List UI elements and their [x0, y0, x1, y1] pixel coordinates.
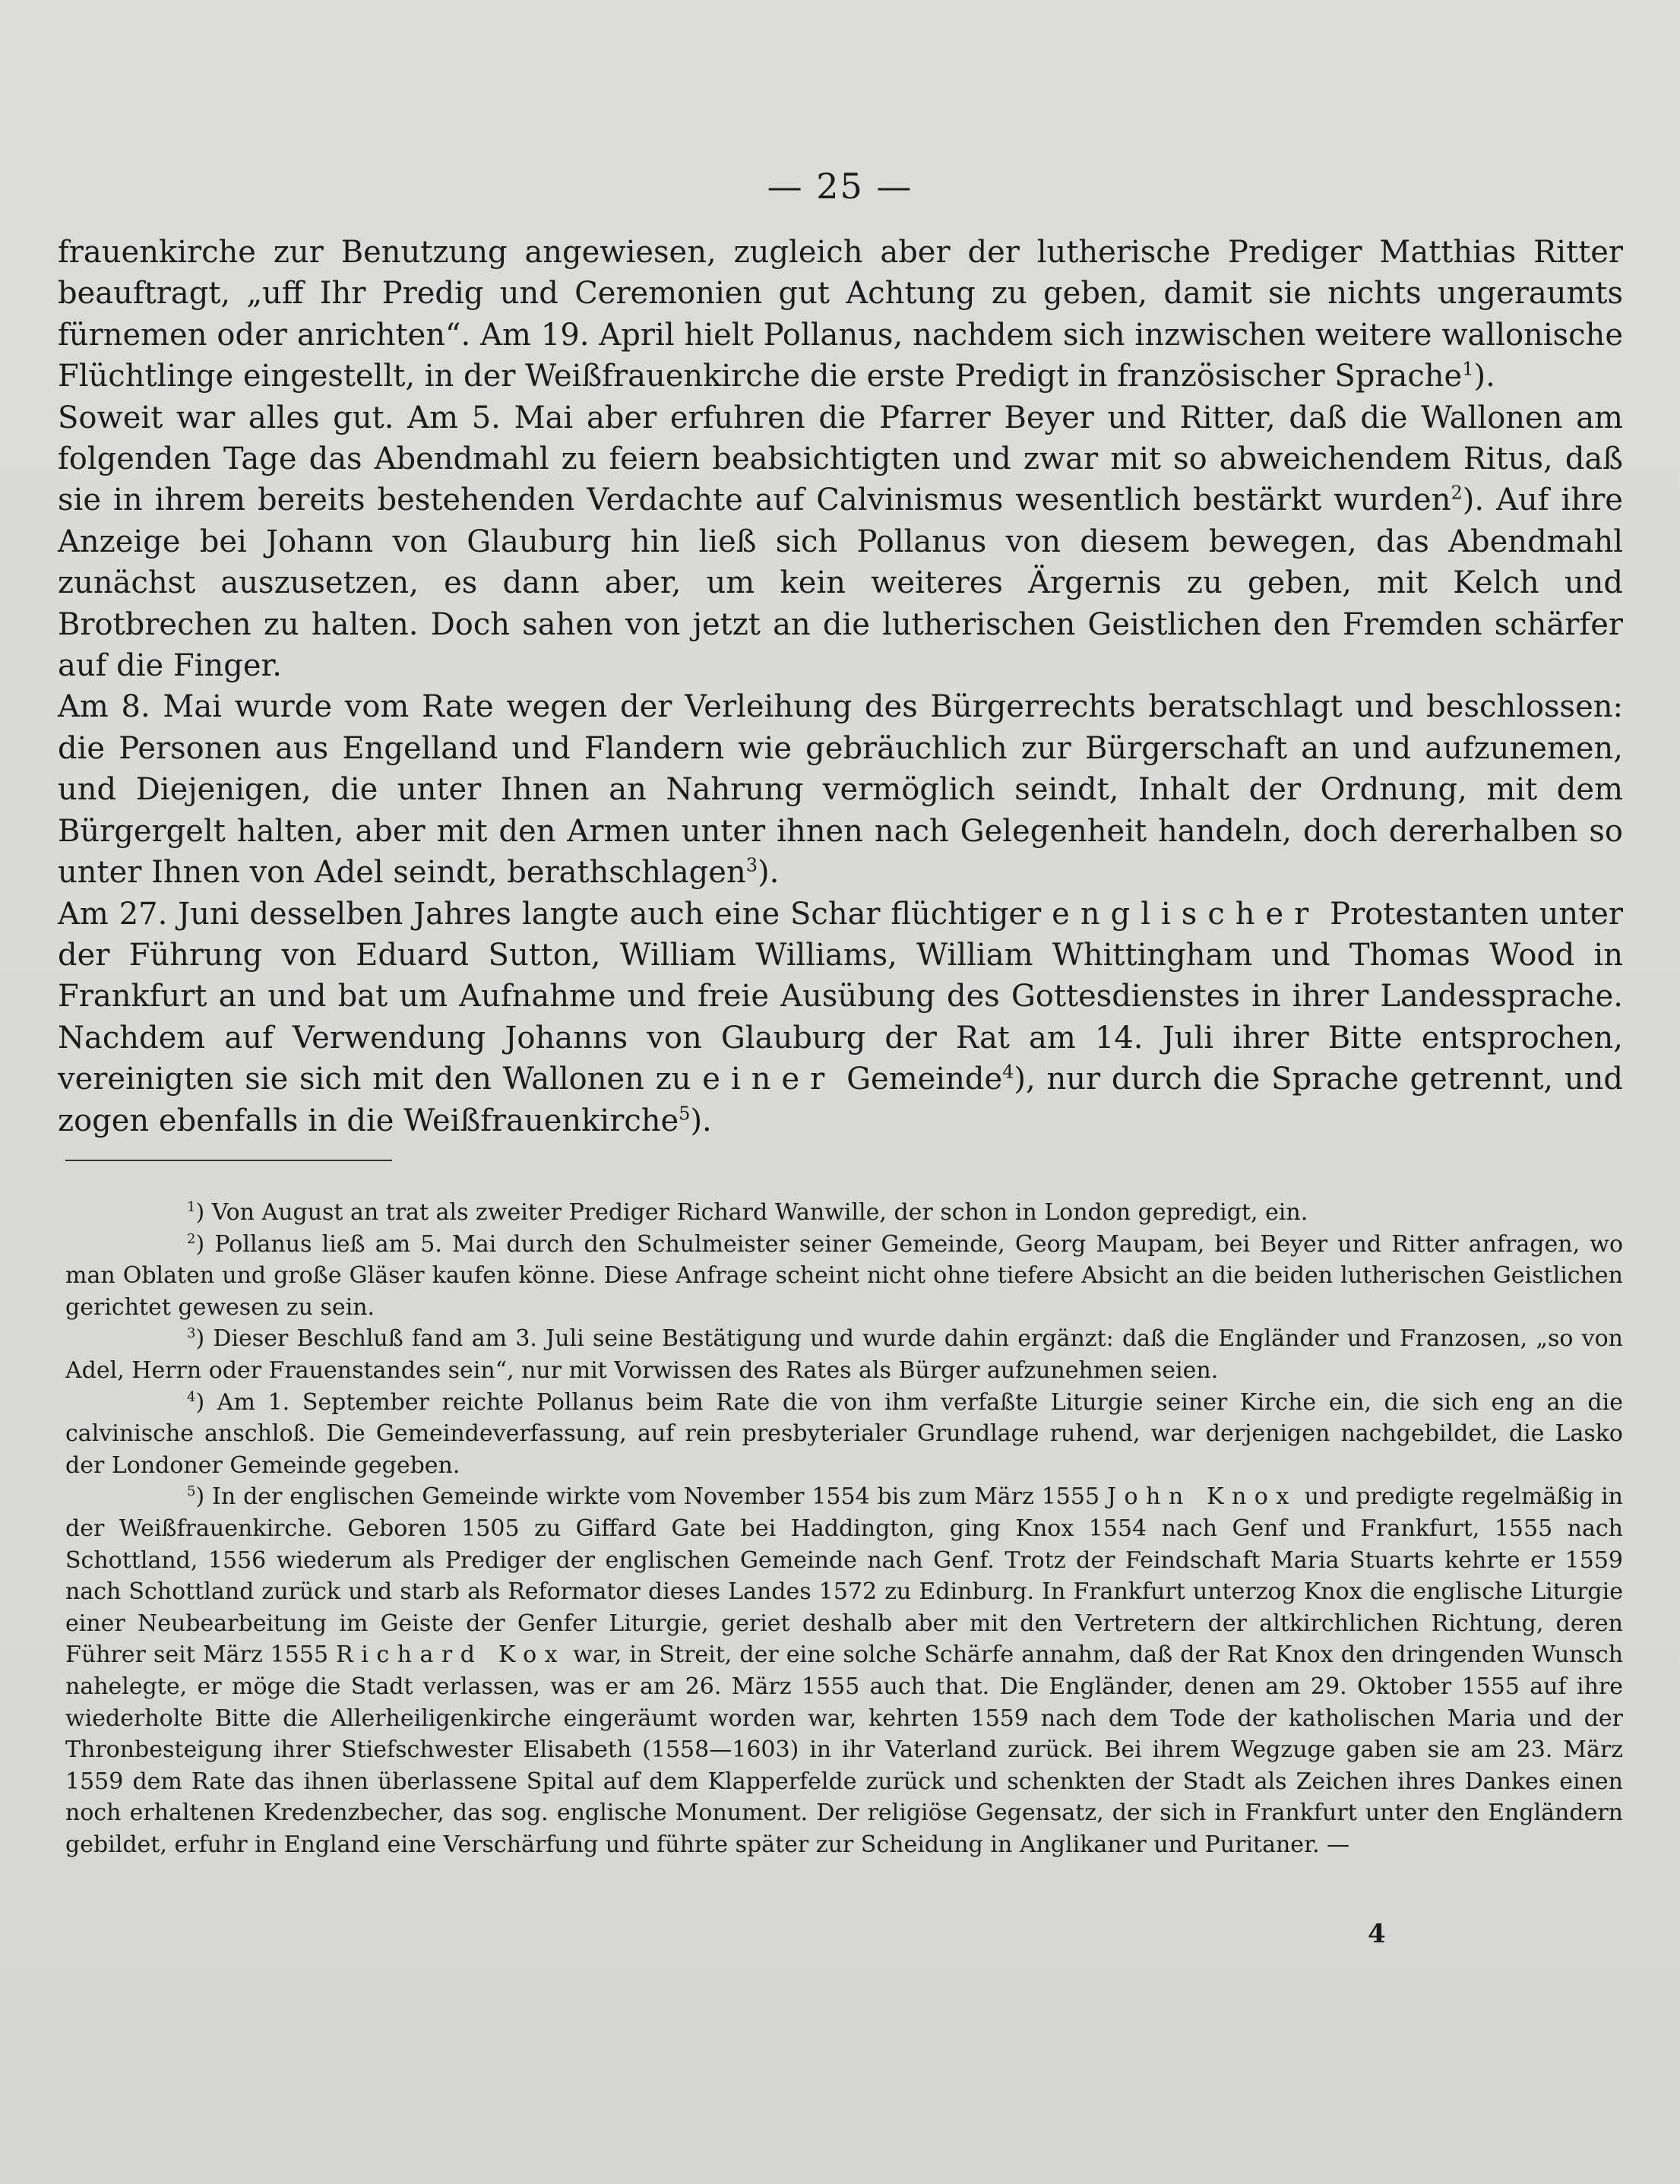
text-run: ) In der englischen Gemeinde wirkte vom November 1554 bis zum März 1555 [195, 1483, 1107, 1511]
footnote [65, 1197, 1623, 1229]
footnote-ref: 1 [1462, 358, 1474, 380]
text-run: ). [1473, 359, 1495, 394]
text-run: und predigte regelmäßig in der Weißfrauenkirche. Geboren 1505 zu Giffard Gate bei Haddington, ging Knox 1554 nach Genf und Frankfurt, 1555 nach Schottland, 1556 wiederum als Prediger der englischen Gemeinde nach Genf. Trotz der Feindschaft Maria Stuarts kehrte er 1559 nach Schottland zurück und starb als Reformator dieses Landes 1572 zu Edinburg. In Frankfurt unterzog Knox die englische Liturgie einer Neubearbeitung im Geiste der Genfer Liturgie, geriet deshalb aber mit den Vertretern der altkirchlichen Richtung, deren Führer seit März 1555 [65, 1483, 1623, 1669]
spaced-text: Richard Kox [336, 1641, 566, 1669]
text-run: Gemeinde [835, 1062, 1003, 1097]
footnote [65, 1481, 1623, 1860]
footnote [65, 1387, 1623, 1482]
text-run: war, in Streit, der eine solche Schärfe annahm, daß der Rat Knox den dringenden Wunsch nahelegte, er möge die Stadt verlassen, was er am 26. März 1555 auch that. Die Engländer, denen am 29. Oktober 1555 auf ihre wiederholte Bitte die Allerheiligenkirche eingeräumt worden war, kehrten 1559 nach dem Tode der katholischen Maria und der Thronbesteigung ihrer Stiefschwester Elisabeth (1558—1603) in ihr Vaterland zurück. Bei ihrem Wegzuge gaben sie am 23. März 1559 dem Rate das ihnen überlassene Spital auf dem Klapperfelde zurück und schenkten der Stadt als Zeichen ihres Dankes einen noch erhaltenen Kredenzbecher, das sog. englische Monument. Der religiöse Gegensatz, der sich in Frankfurt unter den Engländern gebildet, erfuhr in England eine Verschärfung und führte später zur Scheidung in Anglikaner und Puritaner. — [65, 1641, 1624, 1858]
text-run: ) Dieser Beschluß fand am 3. Juli seine Bestätigung und wurde dahin ergänzt: daß die Engländer und Franzosen, „so von Adel, Herrn oder Frauenstandes sein“, nur mit Vorwissen des Rates als Bürger aufzunehmen seien. [65, 1325, 1623, 1384]
spaced-text: englischer [1052, 896, 1320, 932]
paragraph [58, 397, 1623, 687]
text-run: ), nur durch die Sprache getrennt, und zogen ebenfalls in die Weißfrauenkirche [58, 1062, 1623, 1138]
text-run: frauenkirche zur Benutzung angewiesen, zugleich aber der lutherische Prediger Matthias Ritter beauftragt, „uff Ihr Predig und Ceremonien gut Achtung zu geben, damit sie nichts ungeraumts fürnemen oder anrichten“. Am 19. April hielt Pollanus, nachdem sich inzwischen weitere wallonische Flüchtlinge eingestellt, in der Weißfrauenkirche die erste Predigt in französischer Sprache [58, 235, 1623, 394]
text-run: ). [758, 855, 780, 891]
footnote-ref: 2 [187, 1230, 196, 1247]
footnote-ref: 5 [187, 1483, 196, 1500]
text-run: ). [690, 1103, 712, 1138]
paragraph [58, 894, 1623, 1141]
footnote-divider [65, 1160, 392, 1161]
main-text [58, 232, 1623, 1141]
footnote [65, 1323, 1623, 1386]
footnote-ref: 5 [679, 1103, 691, 1125]
text-run: ) Von August an trat als zweiter Prediger Richard Wanwille, der schon in London gepredigt, ein. [195, 1199, 1308, 1226]
text-run: ). Auf ihre Anzeige bei Johann von Glauburg hin ließ sich Pollanus von diesem bewegen, das Abendmahl zunächst auszusetzen, es dann aber, um kein weiteres Ärgernis zu geben, mit Kelch und Brotbrechen zu halten. Doch sahen von jetzt an die lutherischen Geistlichen den Fremden schärfer auf die Finger. [58, 483, 1623, 684]
footnotes [65, 1197, 1623, 1860]
text-run: Am 8. Mai wurde vom Rate wegen der Verleihung des Bürgerrechts beratschlagt und beschlossen: die Personen aus Engelland und Flandern wie gebräuchlich zur Bürgerschaft an und aufzunemen, und Diejenigen, die unter Ihnen an Nahrung vermöglich seindt, Inhalt der Ordnung, mit dem Bürgergelt halten, aber mit den Armen unter ihnen nach Gelegenheit handeln, doch dererhalben so unter Ihnen von Adel seindt, berathschlagen [58, 689, 1623, 891]
text-run: Am 27. Juni desselben Jahres langte auch eine Schar flüchtiger [58, 896, 1052, 932]
paragraph [58, 232, 1623, 397]
footnote-ref: 1 [187, 1199, 196, 1215]
footnote [65, 1229, 1623, 1324]
text-run: ) Pollanus ließ am 5. Mai durch den Schulmeister seiner Gemeinde, Georg Maupam, bei Beyer und Ritter anfragen, wo man Oblaten und große Gläser kaufen könne. Diese Anfrage scheint nicht ohne tiefere Absicht an die beiden lutherischen Geistlichen gerichtet gewesen zu sein. [65, 1230, 1623, 1321]
footnote-ref: 2 [1451, 483, 1463, 505]
text-run: ) Am 1. September reichte Pollanus beim Rate die von ihm verfaßte Liturgie seiner Kirche ein, die sich eng an die calvinische anschloß. Die Gemeindeverfassung, auf rein presbyterialer Grundlage ruhend, war derjenigen nachgebildet, die Lasko der Londoner Gemeinde gegeben. [65, 1388, 1623, 1479]
footnote-ref: 3 [187, 1325, 196, 1342]
text-run: Soweit war alles gut. Am 5. Mai aber erfuhren die Pfarrer Beyer und Ritter, daß die Wallonen am folgenden Tage das Abendmahl zu feiern beabsichtigten und zwar mit so abweichendem Ritus, daß sie in ihrem bereits bestehenden Verdachte auf Calvinismus wesentlich bestärkt wurden [58, 400, 1623, 518]
signature-mark: 4 [1368, 1919, 1386, 1949]
spaced-text: John Knox [1106, 1483, 1297, 1511]
footnote-ref: 4 [1002, 1061, 1014, 1083]
text-run: Protestanten unter der Führung von Eduard Sutton, William Williams, William Whittingham und Thomas Wood in Frankfurt an und bat um Aufnahme und freie Ausübung des Gottesdienstes in ihrer Landessprache. Nachdem auf Verwendung Johanns von Glauburg der Rat am 14. Juli ihrer Bitte entsprochen, vereinigten sie sich mit den Wallonen zu [58, 896, 1624, 1097]
spaced-text: einer [702, 1062, 836, 1097]
paragraph [58, 686, 1623, 893]
footnote-ref: 4 [187, 1388, 196, 1405]
footnote-ref: 3 [745, 854, 758, 876]
page-number: — 25 — [767, 166, 913, 207]
